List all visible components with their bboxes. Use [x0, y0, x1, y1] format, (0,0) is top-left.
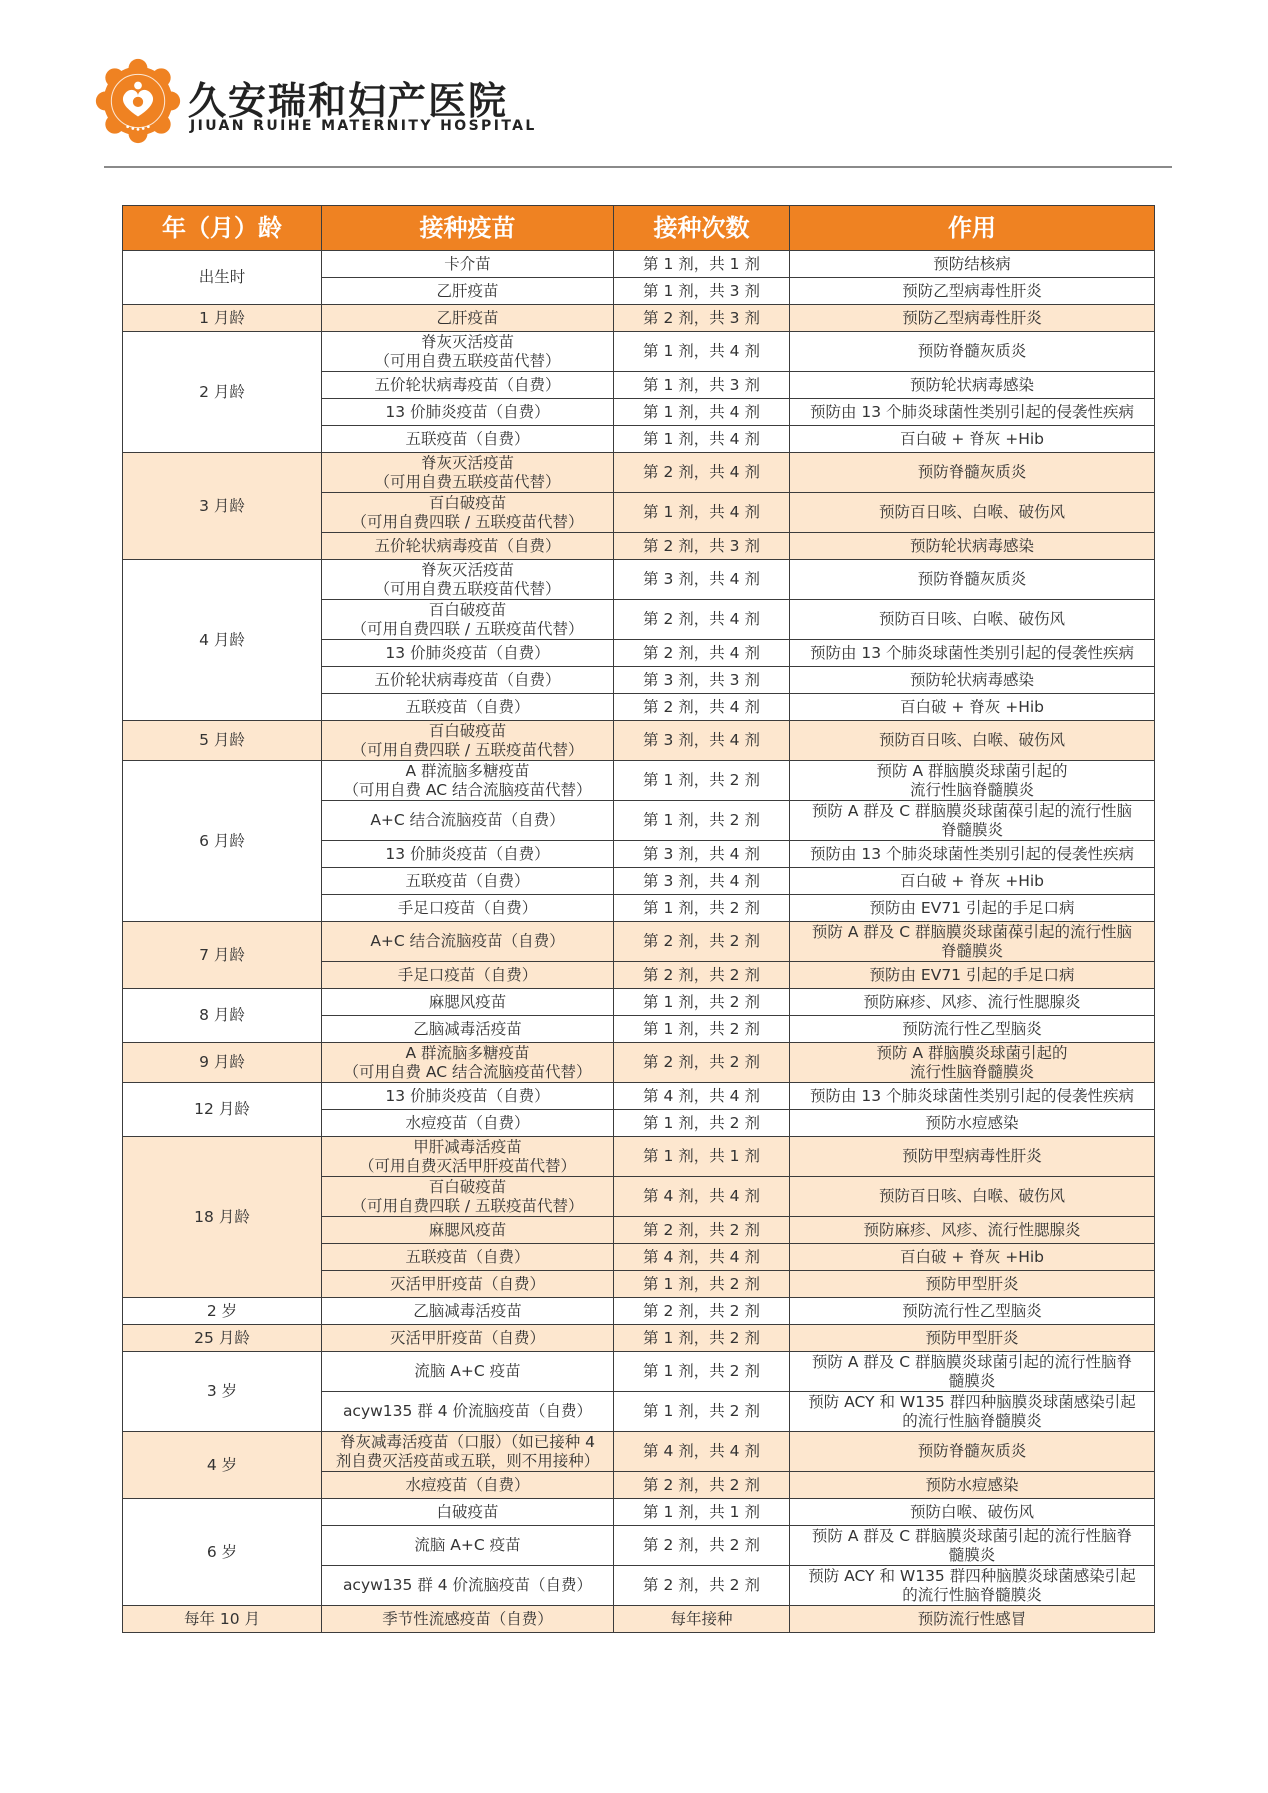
dose-cell: 第 1 剂，共 1 剂: [614, 251, 790, 278]
effect-cell: 预防 A 群及 C 群脑膜炎球菌葆引起的流行性脑 脊髓膜炎: [790, 922, 1155, 962]
dose-cell: 第 2 剂，共 4 剂: [614, 640, 790, 667]
table-row: [123, 1137, 1155, 1177]
effect-cell: 预防结核病: [790, 251, 1155, 278]
dose-cell: 第 2 剂，共 2 剂: [614, 962, 790, 989]
column-header-vaccine: 接种疫苗: [322, 206, 614, 251]
vaccine-cell: 五联疫苗（自费）: [322, 1244, 614, 1271]
age-cell: 12 月龄: [123, 1083, 322, 1137]
table-row: [123, 989, 1155, 1016]
vaccine-cell: 水痘疫苗（自费）: [322, 1110, 614, 1137]
column-header-dose: 接种次数: [614, 206, 790, 251]
effect-cell: 预防由 13 个肺炎球菌性类别引起的侵袭性疾病: [790, 640, 1155, 667]
vaccine-cell: 五联疫苗（自费）: [322, 426, 614, 453]
dose-cell: 每年接种: [614, 1606, 790, 1633]
vaccine-cell: 五价轮状病毒疫苗（自费）: [322, 667, 614, 694]
age-cell: 3 月龄: [123, 453, 322, 560]
dose-cell: 第 2 剂，共 2 剂: [614, 1566, 790, 1606]
dose-cell: 第 2 剂，共 2 剂: [614, 1472, 790, 1499]
dose-cell: 第 2 剂，共 2 剂: [614, 1298, 790, 1325]
vaccine-cell: A+C 结合流脑疫苗（自费）: [322, 922, 614, 962]
vaccine-cell: 五价轮状病毒疫苗（自费）: [322, 533, 614, 560]
vaccine-cell: 麻腮风疫苗: [322, 1217, 614, 1244]
dose-cell: 第 1 剂，共 4 剂: [614, 426, 790, 453]
effect-cell: 预防由 EV71 引起的手足口病: [790, 962, 1155, 989]
dose-cell: 第 2 剂，共 3 剂: [614, 305, 790, 332]
dose-cell: 第 1 剂，共 2 剂: [614, 1325, 790, 1352]
vaccine-cell: A+C 结合流脑疫苗（自费）: [322, 801, 614, 841]
dose-cell: 第 1 剂，共 2 剂: [614, 761, 790, 801]
dose-cell: 第 2 剂，共 4 剂: [614, 600, 790, 640]
hospital-name: 久安瑞和妇产医院: [188, 79, 509, 123]
effect-cell: 预防水痘感染: [790, 1110, 1155, 1137]
effect-cell: 预防乙型病毒性肝炎: [790, 278, 1155, 305]
vaccine-cell: 甲肝减毒活疫苗 （可用自费灭活甲肝疫苗代替）: [322, 1137, 614, 1177]
table-row: [123, 922, 1155, 962]
vaccine-cell: 灭活甲肝疫苗（自费）: [322, 1271, 614, 1298]
vaccine-cell: 手足口疫苗（自费）: [322, 895, 614, 922]
effect-cell: 预防麻疹、风疹、流行性腮腺炎: [790, 989, 1155, 1016]
vaccine-cell: 白破疫苗: [322, 1499, 614, 1526]
dose-cell: 第 1 剂，共 1 剂: [614, 1137, 790, 1177]
dose-cell: 第 2 剂，共 4 剂: [614, 453, 790, 493]
effect-cell: 预防由 13 个肺炎球菌性类别引起的侵袭性疾病: [790, 1083, 1155, 1110]
dose-cell: 第 2 剂，共 2 剂: [614, 1217, 790, 1244]
dose-cell: 第 3 剂，共 4 剂: [614, 560, 790, 600]
dose-cell: 第 4 剂，共 4 剂: [614, 1244, 790, 1271]
table-row: [123, 1432, 1155, 1472]
effect-cell: 预防 A 群及 C 群脑膜炎球菌葆引起的流行性脑 脊髓膜炎: [790, 801, 1155, 841]
table-row: [123, 1043, 1155, 1083]
age-cell: 2 月龄: [123, 332, 322, 453]
age-cell: 出生时: [123, 251, 322, 305]
table-header-row: [123, 206, 1155, 251]
dose-cell: 第 1 剂，共 4 剂: [614, 493, 790, 533]
vaccine-cell: 百白破疫苗 （可用自费四联 / 五联疫苗代替）: [322, 600, 614, 640]
vaccine-cell: acyw135 群 4 价流脑疫苗（自费）: [322, 1566, 614, 1606]
dose-cell: 第 1 剂，共 2 剂: [614, 1016, 790, 1043]
vaccine-cell: 百白破疫苗 （可用自费四联 / 五联疫苗代替）: [322, 1177, 614, 1217]
table-row: [123, 1606, 1155, 1633]
table-row: [123, 1352, 1155, 1392]
table-row: [123, 453, 1155, 493]
effect-cell: 预防 A 群脑膜炎球菌引起的 流行性脑脊髓膜炎: [790, 761, 1155, 801]
dose-cell: 第 3 剂，共 4 剂: [614, 721, 790, 761]
table-row: [123, 251, 1155, 278]
vaccine-cell: 五联疫苗（自费）: [322, 868, 614, 895]
vaccine-cell: A 群流脑多糖疫苗 （可用自费 AC 结合流脑疫苗代替）: [322, 761, 614, 801]
dose-cell: 第 1 剂，共 2 剂: [614, 801, 790, 841]
effect-cell: 预防流行性感冒: [790, 1606, 1155, 1633]
vaccination-schedule-table: [122, 205, 1155, 1633]
age-cell: 4 月龄: [123, 560, 322, 721]
vaccine-cell: A 群流脑多糖疫苗 （可用自费 AC 结合流脑疫苗代替）: [322, 1043, 614, 1083]
effect-cell: 预防水痘感染: [790, 1472, 1155, 1499]
effect-cell: 预防白喉、破伤风: [790, 1499, 1155, 1526]
table-row: [123, 332, 1155, 372]
table-row: [123, 1499, 1155, 1526]
hospital-logo: [95, 58, 181, 144]
vaccine-cell: acyw135 群 4 价流脑疫苗（自费）: [322, 1392, 614, 1432]
vaccine-cell: 脊灰减毒活疫苗（口服）（如已接种 4 剂自费灭活疫苗或五联，则不用接种）: [322, 1432, 614, 1472]
vaccine-cell: 灭活甲肝疫苗（自费）: [322, 1325, 614, 1352]
effect-cell: 预防 ACY 和 W135 群四种脑膜炎球菌感染引起 的流行性脑脊髓膜炎: [790, 1392, 1155, 1432]
age-cell: 3 岁: [123, 1352, 322, 1432]
age-cell: 4 岁: [123, 1432, 322, 1499]
table-row: [123, 305, 1155, 332]
dose-cell: 第 1 剂，共 4 剂: [614, 399, 790, 426]
dose-cell: 第 1 剂，共 1 剂: [614, 1499, 790, 1526]
vaccine-cell: 13 价肺炎疫苗（自费）: [322, 1083, 614, 1110]
effect-cell: 预防百日咳、白喉、破伤风: [790, 721, 1155, 761]
vaccine-cell: 季节性流感疫苗（自费）: [322, 1606, 614, 1633]
vaccine-cell: 乙脑减毒活疫苗: [322, 1298, 614, 1325]
effect-cell: 预防由 13 个肺炎球菌性类别引起的侵袭性疾病: [790, 841, 1155, 868]
vaccine-cell: 五价轮状病毒疫苗（自费）: [322, 372, 614, 399]
dose-cell: 第 1 剂，共 4 剂: [614, 332, 790, 372]
dose-cell: 第 1 剂，共 2 剂: [614, 1271, 790, 1298]
vaccine-cell: 13 价肺炎疫苗（自费）: [322, 841, 614, 868]
vaccine-cell: 乙脑减毒活疫苗: [322, 1016, 614, 1043]
dose-cell: 第 4 剂，共 4 剂: [614, 1083, 790, 1110]
vaccine-cell: 流脑 A+C 疫苗: [322, 1526, 614, 1566]
effect-cell: 预防脊髓灰质炎: [790, 560, 1155, 600]
effect-cell: 百白破 + 脊灰 +Hib: [790, 868, 1155, 895]
effect-cell: 预防轮状病毒感染: [790, 372, 1155, 399]
effect-cell: 预防百日咳、白喉、破伤风: [790, 493, 1155, 533]
dose-cell: 第 3 剂，共 4 剂: [614, 868, 790, 895]
vaccine-cell: 水痘疫苗（自费）: [322, 1472, 614, 1499]
dose-cell: 第 3 剂，共 3 剂: [614, 667, 790, 694]
effect-cell: 预防 ACY 和 W135 群四种脑膜炎球菌感染引起 的流行性脑脊髓膜炎: [790, 1566, 1155, 1606]
dose-cell: 第 1 剂，共 3 剂: [614, 372, 790, 399]
effect-cell: 预防脊髓灰质炎: [790, 1432, 1155, 1472]
dose-cell: 第 4 剂，共 4 剂: [614, 1432, 790, 1472]
age-cell: 5 月龄: [123, 721, 322, 761]
age-cell: 6 月龄: [123, 761, 322, 922]
column-header-age: 年（月）龄: [123, 206, 322, 251]
vaccine-cell: 13 价肺炎疫苗（自费）: [322, 640, 614, 667]
vaccine-cell: 五联疫苗（自费）: [322, 694, 614, 721]
effect-cell: 预防甲型肝炎: [790, 1325, 1155, 1352]
effect-cell: 百白破 + 脊灰 +Hib: [790, 426, 1155, 453]
effect-cell: 预防百日咳、白喉、破伤风: [790, 1177, 1155, 1217]
dose-cell: 第 3 剂，共 4 剂: [614, 841, 790, 868]
effect-cell: 预防由 13 个肺炎球菌性类别引起的侵袭性疾病: [790, 399, 1155, 426]
effect-cell: 预防甲型病毒性肝炎: [790, 1137, 1155, 1177]
dose-cell: 第 2 剂，共 3 剂: [614, 533, 790, 560]
vaccine-cell: 麻腮风疫苗: [322, 989, 614, 1016]
effect-cell: 预防百日咳、白喉、破伤风: [790, 600, 1155, 640]
column-header-effect: 作用: [790, 206, 1155, 251]
header-divider: [104, 166, 1172, 168]
dose-cell: 第 2 剂，共 2 剂: [614, 1526, 790, 1566]
effect-cell: 预防轮状病毒感染: [790, 533, 1155, 560]
table-row: [123, 560, 1155, 600]
effect-cell: 预防 A 群及 C 群脑膜炎球菌引起的流行性脑脊 髓膜炎: [790, 1352, 1155, 1392]
age-cell: 6 岁: [123, 1499, 322, 1606]
dose-cell: 第 1 剂，共 2 剂: [614, 895, 790, 922]
effect-cell: 预防流行性乙型脑炎: [790, 1016, 1155, 1043]
age-cell: 25 月龄: [123, 1325, 322, 1352]
table-row: [123, 721, 1155, 761]
dose-cell: 第 1 剂，共 3 剂: [614, 278, 790, 305]
table-row: [123, 1325, 1155, 1352]
vaccine-cell: 百白破疫苗 （可用自费四联 / 五联疫苗代替）: [322, 721, 614, 761]
effect-cell: 预防流行性乙型脑炎: [790, 1298, 1155, 1325]
age-cell: 2 岁: [123, 1298, 322, 1325]
dose-cell: 第 1 剂，共 2 剂: [614, 1352, 790, 1392]
dose-cell: 第 1 剂，共 2 剂: [614, 1392, 790, 1432]
vaccine-cell: 脊灰灭活疫苗 （可用自费五联疫苗代替）: [322, 453, 614, 493]
effect-cell: 预防乙型病毒性肝炎: [790, 305, 1155, 332]
vaccine-cell: 百白破疫苗 （可用自费四联 / 五联疫苗代替）: [322, 493, 614, 533]
effect-cell: 预防 A 群脑膜炎球菌引起的 流行性脑脊髓膜炎: [790, 1043, 1155, 1083]
effect-cell: 百白破 + 脊灰 +Hib: [790, 694, 1155, 721]
effect-cell: 预防 A 群及 C 群脑膜炎球菌引起的流行性脑脊 髓膜炎: [790, 1526, 1155, 1566]
age-cell: 每年 10 月: [123, 1606, 322, 1633]
dose-cell: 第 1 剂，共 2 剂: [614, 1110, 790, 1137]
dose-cell: 第 2 剂，共 4 剂: [614, 694, 790, 721]
vaccine-cell: 脊灰灭活疫苗 （可用自费五联疫苗代替）: [322, 332, 614, 372]
effect-cell: 预防甲型肝炎: [790, 1271, 1155, 1298]
hospital-header: [95, 58, 695, 148]
age-cell: 1 月龄: [123, 305, 322, 332]
table-row: [123, 761, 1155, 801]
vaccine-cell: 手足口疫苗（自费）: [322, 962, 614, 989]
effect-cell: 预防轮状病毒感染: [790, 667, 1155, 694]
vaccine-cell: 流脑 A+C 疫苗: [322, 1352, 614, 1392]
effect-cell: 百白破 + 脊灰 +Hib: [790, 1244, 1155, 1271]
vaccine-cell: 卡介苗: [322, 251, 614, 278]
age-cell: 8 月龄: [123, 989, 322, 1043]
vaccine-cell: 乙肝疫苗: [322, 278, 614, 305]
effect-cell: 预防由 EV71 引起的手足口病: [790, 895, 1155, 922]
table-row: [123, 1298, 1155, 1325]
vaccine-cell: 乙肝疫苗: [322, 305, 614, 332]
dose-cell: 第 2 剂，共 2 剂: [614, 922, 790, 962]
effect-cell: 预防脊髓灰质炎: [790, 332, 1155, 372]
hospital-name-english: JIUAN RUIHE MATERNITY HOSPITAL: [190, 118, 537, 134]
table-row: [123, 1083, 1155, 1110]
vaccine-cell: 脊灰灭活疫苗 （可用自费五联疫苗代替）: [322, 560, 614, 600]
effect-cell: 预防麻疹、风疹、流行性腮腺炎: [790, 1217, 1155, 1244]
effect-cell: 预防脊髓灰质炎: [790, 453, 1155, 493]
age-cell: 9 月龄: [123, 1043, 322, 1083]
dose-cell: 第 2 剂，共 2 剂: [614, 1043, 790, 1083]
age-cell: 7 月龄: [123, 922, 322, 989]
dose-cell: 第 4 剂，共 4 剂: [614, 1177, 790, 1217]
age-cell: 18 月龄: [123, 1137, 322, 1298]
dose-cell: 第 1 剂，共 2 剂: [614, 989, 790, 1016]
vaccine-cell: 13 价肺炎疫苗（自费）: [322, 399, 614, 426]
